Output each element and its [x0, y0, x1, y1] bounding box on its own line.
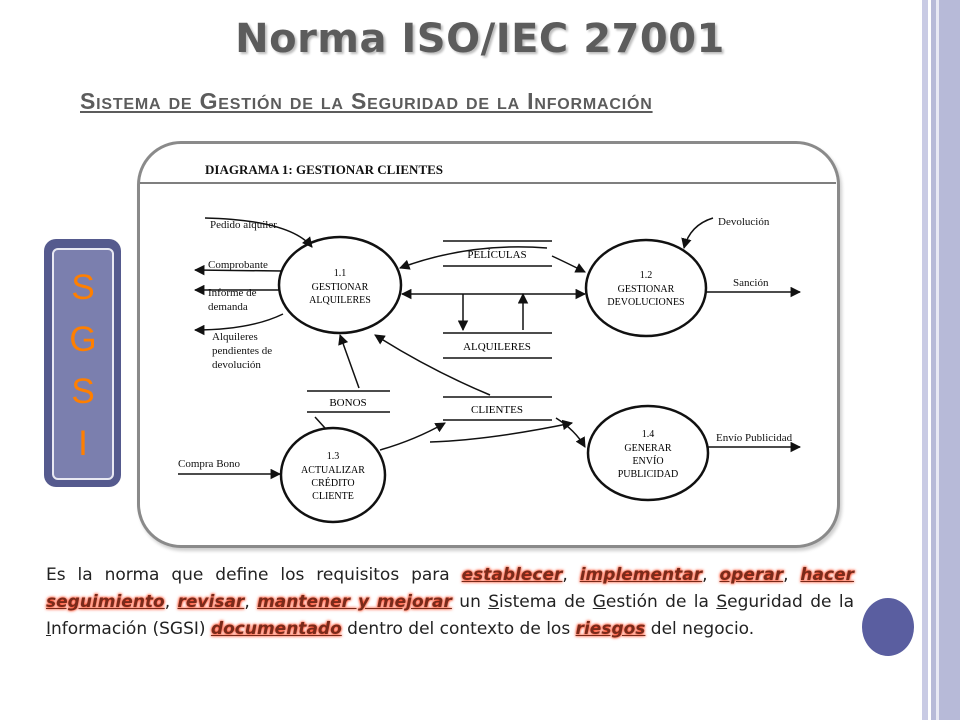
store-clientes — [443, 397, 552, 420]
process-label: ENVÍO — [632, 456, 664, 467]
store-bonos — [307, 391, 390, 412]
page-title: Norma ISO/IEC 27001 — [235, 16, 725, 62]
process-label: CRÉDITO — [311, 478, 355, 489]
flow-label: pendientes de — [212, 345, 273, 357]
initial-letter: S — [716, 592, 728, 612]
process-id: 1.2 — [639, 270, 653, 281]
flow-label: Comprobante — [208, 259, 268, 271]
flow-label: Devolución — [718, 216, 770, 228]
text-run: un — [451, 592, 489, 612]
process-1-3 — [281, 428, 385, 522]
process-id: 1.1 — [333, 268, 347, 279]
keyword: riesgos — [575, 619, 646, 639]
initial-letter: G — [592, 592, 606, 612]
process-1-4 — [588, 406, 708, 500]
flow-label: Envío Publicidad — [716, 432, 793, 444]
process-label: PUBLICIDAD — [617, 469, 679, 480]
flow-label: Compra Bono — [178, 458, 241, 470]
flow-label: Informe de — [208, 287, 257, 299]
sgsi-letter: G — [69, 320, 97, 359]
diagram-heading: DIAGRAMA 1: GESTIONAR CLIENTES — [205, 162, 444, 177]
keyword: mantener y mejorar — [257, 592, 452, 612]
process-label: GESTIONAR — [311, 282, 369, 293]
right-decor-bar — [918, 0, 960, 720]
sgsi-letter: I — [78, 424, 88, 463]
process-id: 1.3 — [326, 451, 340, 462]
text-run: nformación (SGSI) — [51, 619, 211, 639]
circle-nav-icon[interactable] — [862, 598, 914, 656]
keyword: revisar — [177, 592, 245, 612]
sgsi-letter: S — [71, 268, 95, 307]
process-id: 1.4 — [641, 429, 655, 440]
keyword: documentado — [210, 619, 342, 639]
description-paragraph — [46, 562, 854, 643]
text-run: , — [244, 592, 258, 612]
process-label: CLIENTE — [312, 491, 354, 502]
keyword: establecer — [461, 565, 563, 585]
text-run: eguridad de la — [727, 592, 854, 612]
text-run: estión de la — [605, 592, 717, 612]
process-label: GENERAR — [624, 443, 672, 454]
store-label: PELÍCULAS — [467, 249, 527, 261]
keyword: operar — [719, 565, 784, 585]
process-label: ALQUILERES — [309, 295, 371, 306]
text-run: Es la norma que define los requisitos para — [46, 565, 462, 585]
store-label: CLIENTES — [471, 404, 523, 416]
initial-letter: I — [46, 619, 52, 639]
flow-label: Pedido alquiler — [210, 219, 277, 231]
process-1-1 — [279, 237, 401, 333]
flow-label: Sanción — [733, 277, 769, 289]
flow-label: devolución — [212, 359, 261, 371]
text-run: , — [562, 565, 580, 585]
keyword: hacer seguimiento — [46, 565, 854, 612]
page-subtitle: Sistema de Gestión de la Seguridad de la Información — [80, 88, 653, 114]
process-1-2 — [586, 240, 706, 336]
text-run: istema de — [499, 592, 593, 612]
store-alquileres — [443, 333, 552, 358]
text-run: del negocio. — [645, 619, 755, 639]
store-label: BONOS — [329, 397, 367, 409]
flow-label: Alquileres — [212, 331, 258, 343]
keyword: implementar — [579, 565, 703, 585]
process-label: ACTUALIZAR — [301, 465, 365, 476]
initial-letter: S — [488, 592, 500, 612]
process-label: DEVOLUCIONES — [607, 297, 685, 308]
store-label: ALQUILERES — [463, 341, 531, 353]
text-run: , — [783, 565, 801, 585]
store-peliculas — [443, 241, 552, 266]
text-run: , — [702, 565, 720, 585]
dfd-diagram — [137, 141, 840, 548]
flow-label: demanda — [208, 301, 248, 313]
text-run: , — [164, 592, 178, 612]
text-run: dentro del contexto de los — [341, 619, 576, 639]
process-label: GESTIONAR — [617, 284, 675, 295]
sgsi-letter: S — [71, 372, 95, 411]
